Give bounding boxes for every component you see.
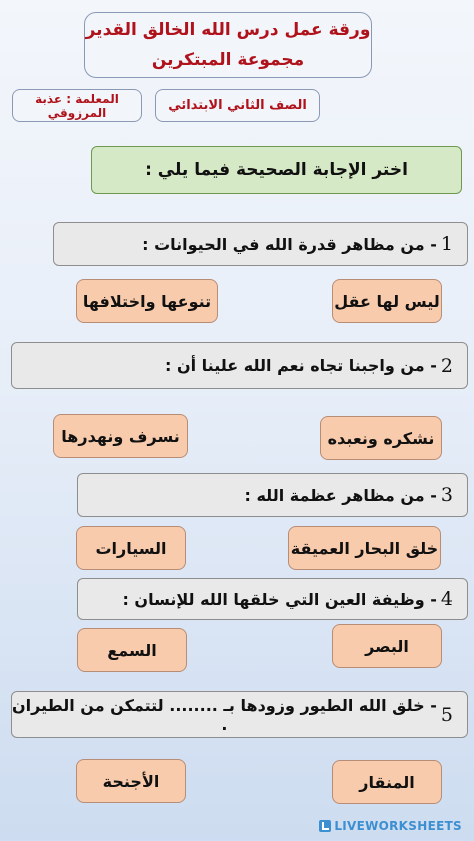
grade-label: الصف الثاني الابتدائي [155,89,320,122]
instruction-banner: اختر الإجابة الصحيحة فيما يلي : [91,146,462,194]
question-text: - من واجبنا تجاه نعم الله علينا أن : [164,356,437,375]
question-text: - خلق الله الطيور وزودها بـ ........ لتتمكن من الطيران . [12,695,437,734]
worksheet-title [84,12,372,78]
answer-option[interactable]: نسرف ونهدرها [53,414,188,458]
question-1 [53,222,468,266]
answer-option[interactable]: خلق البحار العميقة [288,526,441,570]
question-4 [77,578,468,620]
question-number: 2 [440,354,453,377]
answer-option[interactable]: السيارات [76,526,186,570]
answer-option[interactable]: البصر [332,624,442,668]
question-text: - من مظاهر قدرة الله في الحيوانات : [142,234,437,254]
answer-option[interactable]: المنقار [332,760,442,804]
answer-option[interactable]: نشكره ونعبده [320,416,442,460]
answer-option[interactable]: تنوعها واختلافها [76,279,218,323]
footer-brand: LIVEWORKSHEETS [334,819,462,833]
title-line-2: مجموعة المبتكرين [151,50,305,70]
question-text: - من مظاهر عظمة الله : [244,485,437,505]
liveworksheets-logo-icon [319,820,331,832]
question-text: - وظيفة العين التي خلقها الله للإنسان : [122,589,437,609]
question-5 [11,691,468,738]
question-2 [11,342,468,389]
question-number: 1 [440,233,453,255]
question-number: 5 [440,703,453,726]
answer-option[interactable]: السمع [77,628,187,672]
liveworksheets-footer [319,819,462,833]
question-number: 3 [440,484,453,506]
title-line-1: ورقة عمل درس الله الخالق القدير [85,20,371,40]
answer-option[interactable]: الأجنحة [76,759,186,803]
answer-option[interactable]: ليس لها عقل [332,279,442,323]
question-3 [77,473,468,517]
teacher-label: المعلمة : عذبة المرزوقي [12,89,142,122]
question-number: 4 [440,588,453,610]
